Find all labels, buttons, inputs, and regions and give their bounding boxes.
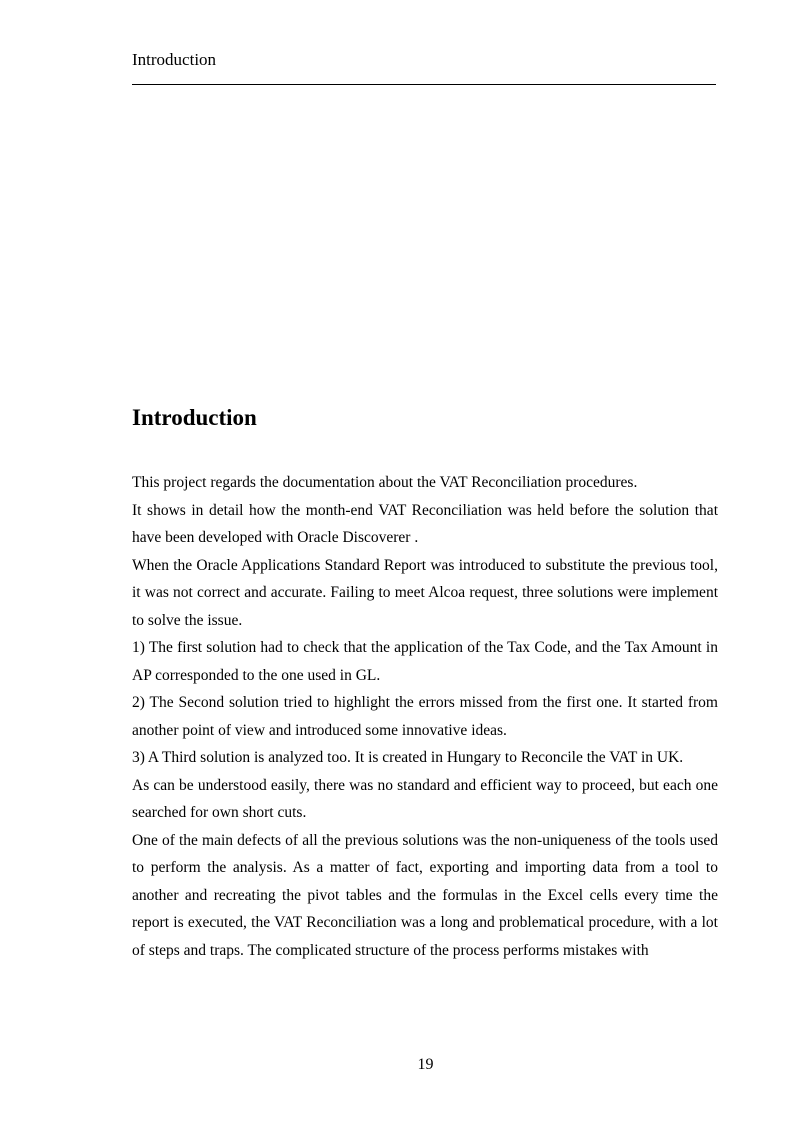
paragraph: 3) A Third solution is analyzed too. It is created in Hungary to Reconcile the VAT in UK. [132,749,684,766]
running-header: Introduction [132,50,217,69]
chapter-title: Introduction [132,405,257,430]
body-text [132,469,718,964]
paragraph: This project regards the documentation about the VAT Reconciliation procedures. [132,474,638,491]
paragraph: As can be understood easily, there was no standard and efficient way to proceed, but each one searched for own short cuts. [132,776,718,821]
paragraph: 2) The Second solution tried to highlight the errors missed from the first one. It started from another point of view and introduced some innovative ideas. [132,694,718,739]
page-number: 19 [417,1056,434,1073]
paragraph: It shows in detail how the month-end VAT Reconciliation was held before the solution that have been developed with Oracle Discoverer . [132,501,718,546]
paragraph: One of the main defects of all the previous solutions was the non-uniqueness of the tools used to perform the analysis. As a matter of fact, exporting and importing data from a tool to another and recreating the pivot tables and the formulas in the Excel cells every time the report is executed, the VAT Reconciliation was a long and problematical procedure, with a lot of steps and traps. The complicated structure of the process performs mistakes with [132,831,718,959]
header-divider [132,84,716,85]
paragraph: 1) The first solution had to check that the application of the Tax Code, and the Tax Amount in AP corresponded to the one used in GL. [132,639,718,684]
paragraph: When the Oracle Applications Standard Report was introduced to substitute the previous tool, it was not correct and accurate. Failing to meet Alcoa request, three solutions were implement to solve the issue. [132,556,718,629]
